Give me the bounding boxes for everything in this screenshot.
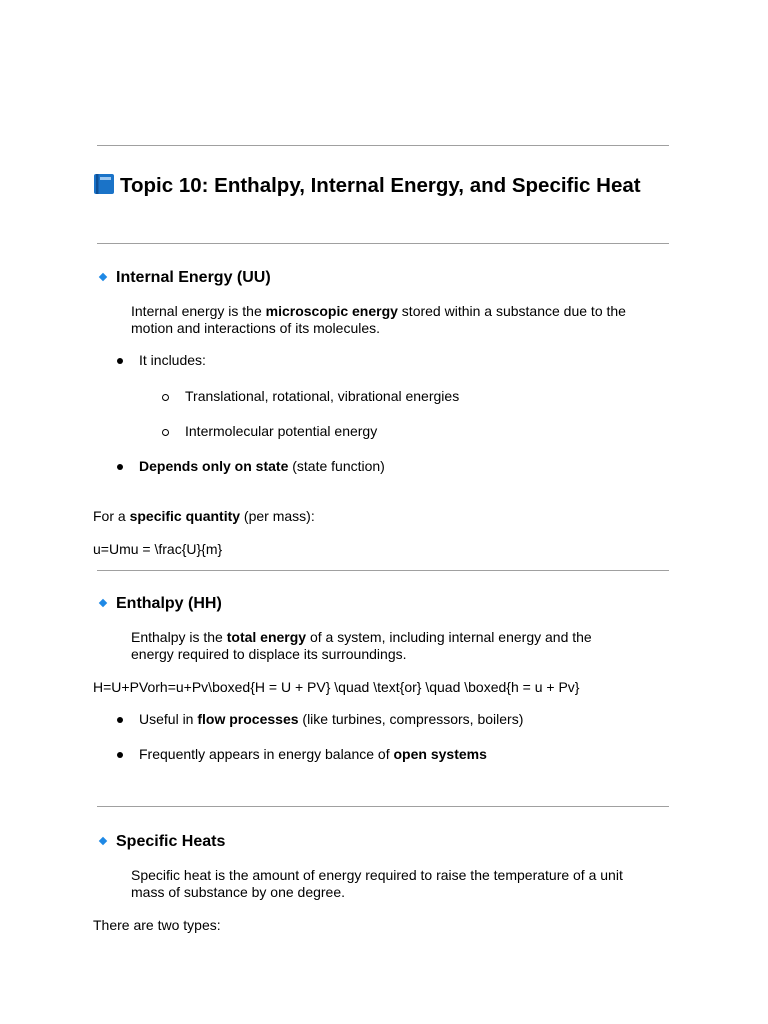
divider xyxy=(97,243,669,244)
divider xyxy=(97,145,669,146)
diamond-bullet-icon xyxy=(99,599,107,607)
bullet-icon xyxy=(117,358,123,364)
divider xyxy=(97,570,669,571)
enthalpy-formula: H=U+PVorh=u+Pv\boxed{H = U + PV} \quad \text{or} \quad \boxed{h = u + Pv} xyxy=(93,679,580,695)
page-title xyxy=(93,172,653,199)
bullet-icon xyxy=(117,717,123,723)
section-heading-enthalpy: Enthalpy (HH) xyxy=(98,594,222,614)
circle-bullet-icon xyxy=(162,429,169,436)
section-heading-internal-energy: Internal Energy (UU) xyxy=(98,268,271,288)
list-item: Intermolecular potential energy xyxy=(185,423,378,439)
divider xyxy=(97,806,669,807)
specific-heat-types-text: There are two types: xyxy=(93,917,221,933)
list-item: It includes: xyxy=(139,352,206,368)
book-icon xyxy=(93,173,115,195)
diamond-bullet-icon xyxy=(99,837,107,845)
circle-bullet-icon xyxy=(162,394,169,401)
diamond-bullet-icon xyxy=(99,273,107,281)
internal-energy-definition: Internal energy is the microscopic energy stored within a substance due to the motion and interactions of its molecules. xyxy=(131,303,626,336)
bullet-icon xyxy=(117,752,123,758)
list-item: Useful in flow processes (like turbines, compressors, boilers) xyxy=(139,711,524,727)
specific-heat-definition: Specific heat is the amount of energy required to raise the temperature of a unit mass of substance by one degree. xyxy=(131,867,623,900)
bullet-icon xyxy=(117,464,123,470)
enthalpy-definition: Enthalpy is the total energy of a system, including internal energy and the energy required to displace its surroundings. xyxy=(131,629,592,662)
page-title-text: Topic 10: Enthalpy, Internal Energy, and Specific Heat xyxy=(120,174,641,197)
section-heading-specific-heats: Specific Heats xyxy=(98,832,225,852)
list-item: Translational, rotational, vibrational energies xyxy=(185,388,460,404)
list-item: Depends only on state (state function) xyxy=(139,458,385,474)
specific-quantity-text: For a specific quantity (per mass): xyxy=(93,508,315,524)
list-item: Frequently appears in energy balance of open systems xyxy=(139,746,487,762)
internal-energy-formula: u=Umu = \frac{U}{m} xyxy=(93,541,223,557)
